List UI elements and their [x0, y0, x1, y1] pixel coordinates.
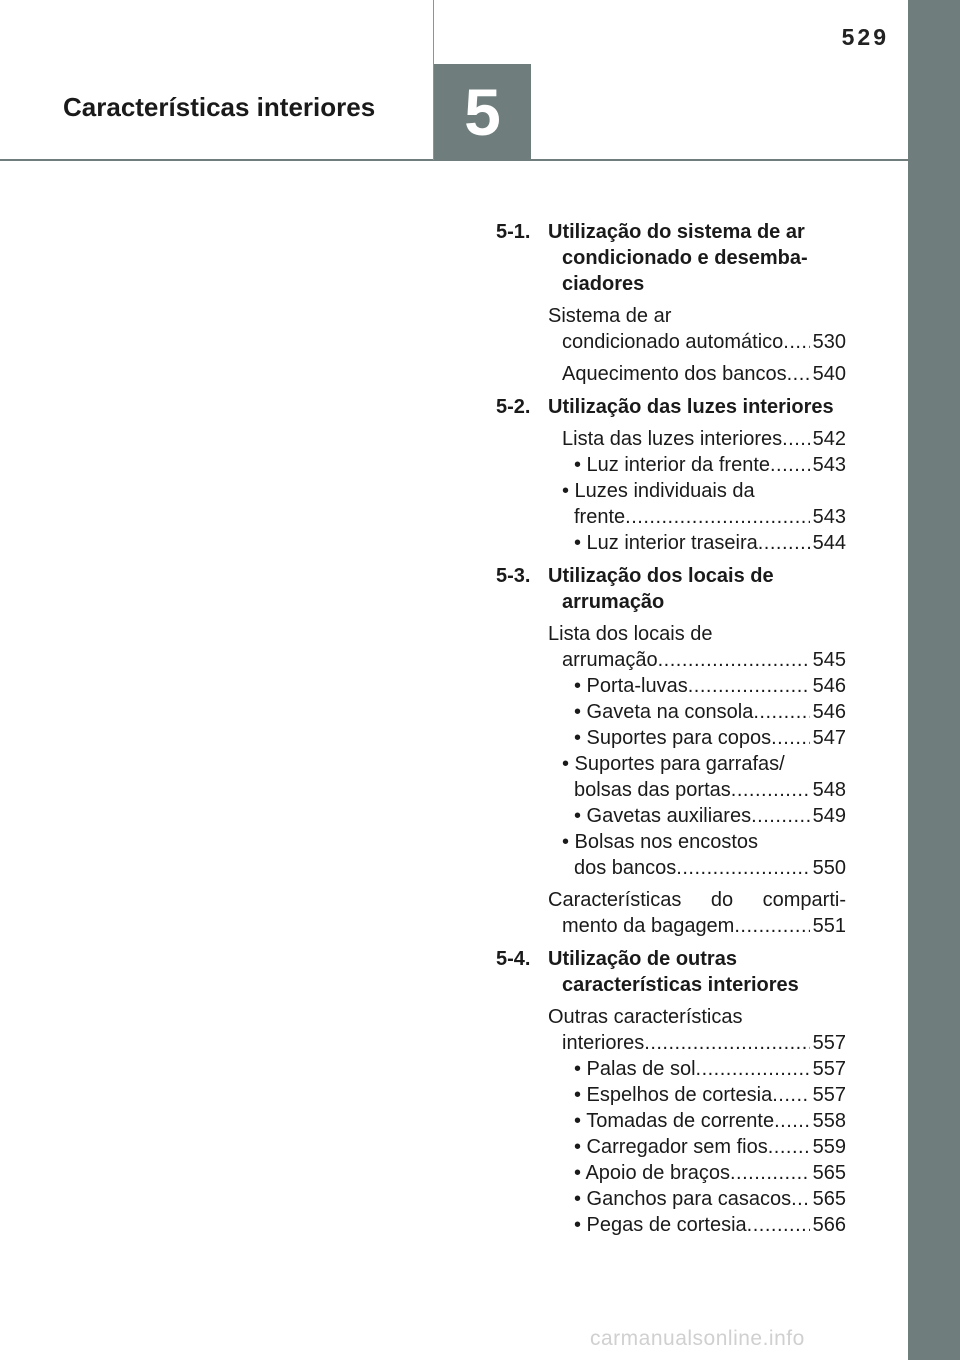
entry-lead-text: • Gaveta na consola: [574, 701, 754, 723]
dot-leader: [783, 329, 809, 355]
entry-page: 548: [812, 779, 846, 801]
entry-page: 540: [812, 363, 846, 385]
dot-leader: [734, 913, 809, 939]
toc-entry[interactable]: [548, 621, 846, 673]
watermark: carmanualsonline.info: [590, 1327, 805, 1350]
toc-section: [496, 946, 846, 1238]
toc-entry[interactable]: [548, 1004, 846, 1056]
section-heading[interactable]: [496, 946, 846, 998]
toc-subentry[interactable]: [548, 1160, 846, 1186]
chapter-title: Características interiores: [63, 92, 376, 122]
toc-subentry[interactable]: [548, 829, 846, 881]
entry-leader-line: [574, 1212, 846, 1238]
dot-leader: [770, 452, 810, 478]
dot-leader: [747, 1212, 810, 1238]
toc-subentry[interactable]: [548, 673, 846, 699]
toc-entry[interactable]: [548, 426, 846, 452]
entry-lead-text: • Suportes para copos: [574, 727, 772, 749]
entry-page: 557: [812, 1058, 846, 1080]
entry-lead-text: • Porta-luvas: [574, 675, 688, 697]
entry-text: Sistema de ar: [548, 305, 672, 327]
entry-page: 566: [812, 1214, 846, 1236]
entry-page: 551: [812, 915, 846, 937]
entry-page: 542: [812, 428, 846, 450]
entry-lead-text: • Espelhos de cortesia: [574, 1084, 773, 1106]
toc-subentry[interactable]: [548, 751, 846, 803]
entry-page: 543: [812, 454, 846, 476]
toc-subentry[interactable]: [548, 1108, 846, 1134]
section-number: 5-2.: [496, 396, 531, 418]
toc-section: [496, 563, 846, 939]
entry-leader-line: [574, 530, 846, 556]
entry-lead-text: • Carregador sem fios: [574, 1136, 768, 1158]
entry-page: 550: [812, 857, 846, 879]
entry-leader-line: [574, 725, 846, 751]
entry-text: Características do comparti-: [548, 889, 846, 911]
section-number: 5-4.: [496, 948, 531, 970]
section-heading[interactable]: [496, 219, 846, 297]
toc-entry[interactable]: [548, 887, 846, 939]
section-title: Utilização dos locais de arrumação: [548, 565, 774, 613]
toc-subentry[interactable]: [548, 803, 846, 829]
dot-leader: [774, 1108, 810, 1134]
toc-subentry[interactable]: [548, 452, 846, 478]
entry-page: 543: [812, 506, 846, 528]
dot-leader: [787, 361, 810, 387]
section-number: 5-3.: [496, 565, 531, 587]
entry-page: 545: [812, 649, 846, 671]
section-title: Utilização de outras características interiores: [548, 948, 799, 996]
entry-lead-text: • Luz interior traseira: [574, 532, 758, 554]
dot-leader: [644, 1030, 809, 1056]
entry-text: Outras características: [548, 1006, 743, 1028]
entry-lead-text: bolsas das portas: [574, 779, 731, 801]
entry-lead-text: • Pegas de cortesia: [574, 1214, 747, 1236]
entry-page: 557: [812, 1084, 846, 1106]
entry-leader-line: [562, 647, 846, 673]
entry-lead-text: dos bancos: [574, 857, 677, 879]
toc-section: [496, 394, 846, 556]
entry-leader-line: [574, 1056, 846, 1082]
dot-leader: [782, 426, 810, 452]
toc-entry[interactable]: [548, 361, 846, 387]
chapter-number-box: 5: [434, 64, 531, 160]
entry-lead-text: • Palas de sol: [574, 1058, 696, 1080]
entry-lead-text: • Gavetas auxiliares: [574, 805, 752, 827]
entry-lead-text: • Tomadas de corrente: [574, 1110, 775, 1132]
entry-leader-line: [574, 855, 846, 881]
toc-section: [496, 219, 846, 387]
toc-subentry[interactable]: [548, 478, 846, 530]
toc-subentry[interactable]: [548, 530, 846, 556]
entry-page: 565: [812, 1162, 846, 1184]
entry-leader-line: [574, 777, 846, 803]
dot-leader: [771, 725, 810, 751]
entry-leader-line: [574, 699, 846, 725]
entry-leader-line: [574, 452, 846, 478]
entry-lead-text: arrumação: [562, 649, 658, 671]
chapter-side-tab: [908, 0, 960, 1360]
entry-page: 530: [812, 331, 846, 353]
toc-subentry[interactable]: [548, 1212, 846, 1238]
entry-leader-line: [562, 913, 846, 939]
dot-leader: [768, 1134, 810, 1160]
entry-leader-line: [574, 1134, 846, 1160]
dot-leader: [676, 855, 809, 881]
dot-leader: [751, 803, 810, 829]
entry-page: 565: [812, 1188, 846, 1210]
entry-page: 549: [812, 805, 846, 827]
entry-text: Lista dos locais de: [548, 623, 713, 645]
dot-leader: [731, 777, 810, 803]
entry-lead-text: • Ganchos para casacos: [574, 1188, 792, 1210]
toc-subentry[interactable]: [548, 1056, 846, 1082]
dot-leader: [696, 1056, 810, 1082]
entry-leader-line: [574, 1108, 846, 1134]
entry-lead-text: mento da bagagem: [562, 915, 735, 937]
entry-text: • Luzes individuais da: [562, 480, 755, 502]
entry-lead-text: interiores: [562, 1032, 645, 1054]
entry-lead-text: frente: [574, 506, 626, 528]
entry-leader-line: [574, 1186, 846, 1212]
entry-page: 546: [812, 675, 846, 697]
entry-leader-line: [574, 1160, 846, 1186]
toc-subentry[interactable]: [548, 1186, 846, 1212]
section-number: 5-1.: [496, 221, 531, 243]
entry-leader-line: [574, 673, 846, 699]
toc-subentry[interactable]: [548, 1134, 846, 1160]
dot-leader: [658, 647, 810, 673]
dot-leader: [730, 1160, 810, 1186]
entry-text: • Bolsas nos encostos: [562, 831, 758, 853]
section-heading[interactable]: [496, 394, 846, 420]
entry-lead-text: Lista das luzes interiores: [562, 428, 783, 450]
entry-leader-line: [574, 504, 846, 530]
entry-leader-line: [562, 329, 846, 355]
entry-lead-text: • Apoio de braços: [574, 1162, 730, 1184]
entry-page: 558: [812, 1110, 846, 1132]
entry-page: 546: [812, 701, 846, 723]
dot-leader: [758, 530, 810, 556]
dot-leader: [772, 1082, 809, 1108]
entry-leader-line: [562, 426, 846, 452]
dot-leader: [688, 673, 810, 699]
entry-leader-line: [574, 803, 846, 829]
dot-leader: [753, 699, 809, 725]
toc-subentry[interactable]: [548, 1082, 846, 1108]
entry-leader-line: [574, 1082, 846, 1108]
section-title: Utilização das luzes interiores: [548, 396, 834, 418]
table-of-contents: [496, 219, 846, 1245]
section-title: Utilização do sistema de ar condicionado e desemba-ciadores: [548, 221, 808, 295]
toc-subentry[interactable]: [548, 699, 846, 725]
entry-page: 547: [812, 727, 846, 749]
entry-lead-text: Aquecimento dos bancos: [562, 363, 787, 385]
toc-subentry[interactable]: [548, 725, 846, 751]
entry-lead-text: • Luz interior da frente: [574, 454, 770, 476]
entry-leader-line: [562, 1030, 846, 1056]
entry-text: • Suportes para garrafas/: [562, 753, 785, 775]
entry-lead-text: condicionado automático: [562, 331, 784, 353]
entry-page: 559: [812, 1136, 846, 1158]
dot-leader: [791, 1186, 810, 1212]
page-number: 529: [841, 24, 889, 50]
dot-leader: [625, 504, 809, 530]
entry-page: 557: [812, 1032, 846, 1054]
section-heading[interactable]: [496, 563, 846, 615]
toc-entry[interactable]: [548, 303, 846, 355]
entry-leader-line: [562, 361, 846, 387]
entry-page: 544: [812, 532, 846, 554]
